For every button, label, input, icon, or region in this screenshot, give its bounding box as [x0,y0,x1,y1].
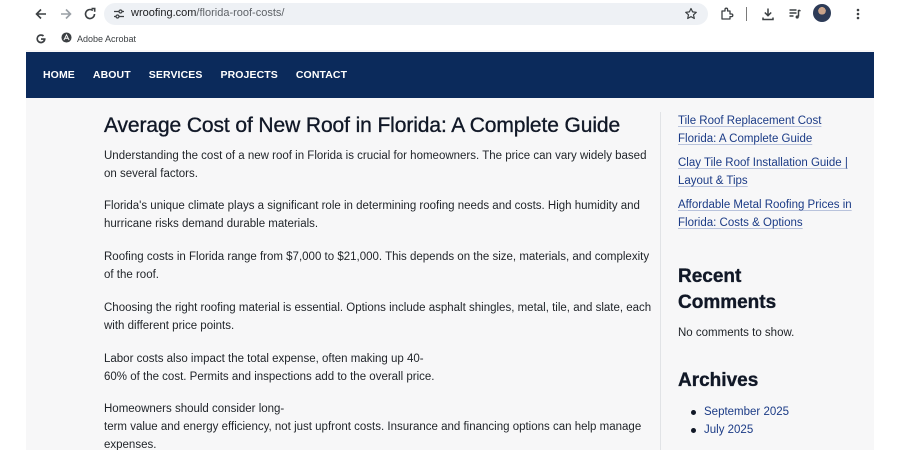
bookmarks-bar [0,28,900,50]
link-line: Layout & Tips [678,175,748,187]
article-paragraph [104,248,652,284]
link-line: Clay Tile Roof Installation Guide | [678,157,848,169]
back-icon[interactable] [31,4,51,24]
page-viewport [0,50,900,450]
paragraph-line: Labor costs also impact the total expense, often making up 40- [104,353,424,365]
paragraph-line: Florida's unique climate plays a significant role in determining roofing needs and costs. High humidity and [104,200,640,212]
paragraph-line: term value and energy efficiency, not just upfront costs. Insurance and financing options can help manage [104,421,642,433]
site-settings-icon[interactable] [110,5,128,23]
address-bar[interactable] [104,3,708,25]
archives-list [678,403,868,439]
sidebar-divider [660,112,661,450]
profile-avatar[interactable] [813,4,831,22]
bookmark-label: Adobe Acrobat [77,34,137,44]
article-paragraph [104,350,652,386]
archive-item[interactable] [678,403,868,421]
article-paragraph [104,400,652,450]
url-text [131,7,284,19]
link-line: Affordable Metal Roofing Prices in [678,199,852,211]
site-container [26,50,874,450]
nav-about[interactable]: ABOUT [92,69,131,81]
paragraph-line: 60% of the cost. Permits and inspections add to the overall price. [104,371,435,383]
bullet [691,428,696,433]
toolbar-separator [746,7,747,21]
nav-projects[interactable]: PROJECTS [220,69,278,81]
link-line: Florida: A Complete Guide [678,133,813,145]
paragraph-line: with different price points. [104,320,235,332]
sidebar [678,112,868,439]
nav-services[interactable]: SERVICES [148,69,203,81]
url-host: wroofing.com [131,7,197,19]
article [104,112,652,450]
link-line: Florida: Costs & Options [678,217,803,229]
paragraph-line: on several factors. [104,168,198,180]
download-icon[interactable] [758,4,778,24]
google-icon[interactable] [33,31,49,47]
paragraph-line: expenses. [104,439,157,450]
forward-icon[interactable] [56,4,76,24]
article-title: Average Cost of New Roof in Florida: A Complete Guide [104,114,621,137]
acrobat-icon [61,30,72,48]
menu-icon[interactable] [848,4,868,24]
related-post-link[interactable] [678,196,868,232]
url-path: /florida-roof-costs/ [196,7,285,19]
extensions-icon[interactable] [717,4,737,24]
article-paragraph [104,299,652,335]
paragraph-line: hurricane risks demand durable materials. [104,218,319,230]
link-line: Tile Roof Replacement Cost [678,115,822,127]
paragraph-line: Roofing costs in Florida range from $7,000 to $21,000. This depends on the size, materials, and complexity [104,251,650,263]
reload-icon[interactable] [80,4,100,24]
heading-line: Comments [678,292,777,313]
heading-line: Recent [678,266,742,287]
archives-heading: Archives [678,370,759,391]
related-post-link[interactable] [678,112,868,148]
paragraph-line: of the roof. [104,269,159,281]
no-comments-text: No comments to show. [678,327,795,339]
bullet [691,410,696,415]
archive-link[interactable]: July 2025 [704,424,754,436]
bookmark-star-icon[interactable] [682,5,700,23]
article-paragraph [104,147,652,183]
paragraph-line: Choosing the right roofing material is essential. Options include asphalt shingles, metal, tile, and slate, each [104,302,652,314]
related-post-link[interactable] [678,154,868,190]
paragraph-line: Understanding the cost of a new roof in Florida is crucial for homeowners. The price can vary widely based [104,150,647,162]
archive-item[interactable] [678,421,868,439]
recent-comments-heading [678,264,868,316]
browser-toolbar [0,0,900,28]
article-paragraph [104,197,652,233]
site-nav [26,52,874,98]
nav-contact[interactable]: CONTACT [295,69,348,81]
media-controls-icon[interactable] [785,4,805,24]
bookmark-adobe-acrobat[interactable] [61,31,136,47]
paragraph-line: Homeowners should consider long- [104,403,285,415]
nav-home[interactable]: HOME [43,69,75,81]
archive-link[interactable]: September 2025 [704,406,790,418]
